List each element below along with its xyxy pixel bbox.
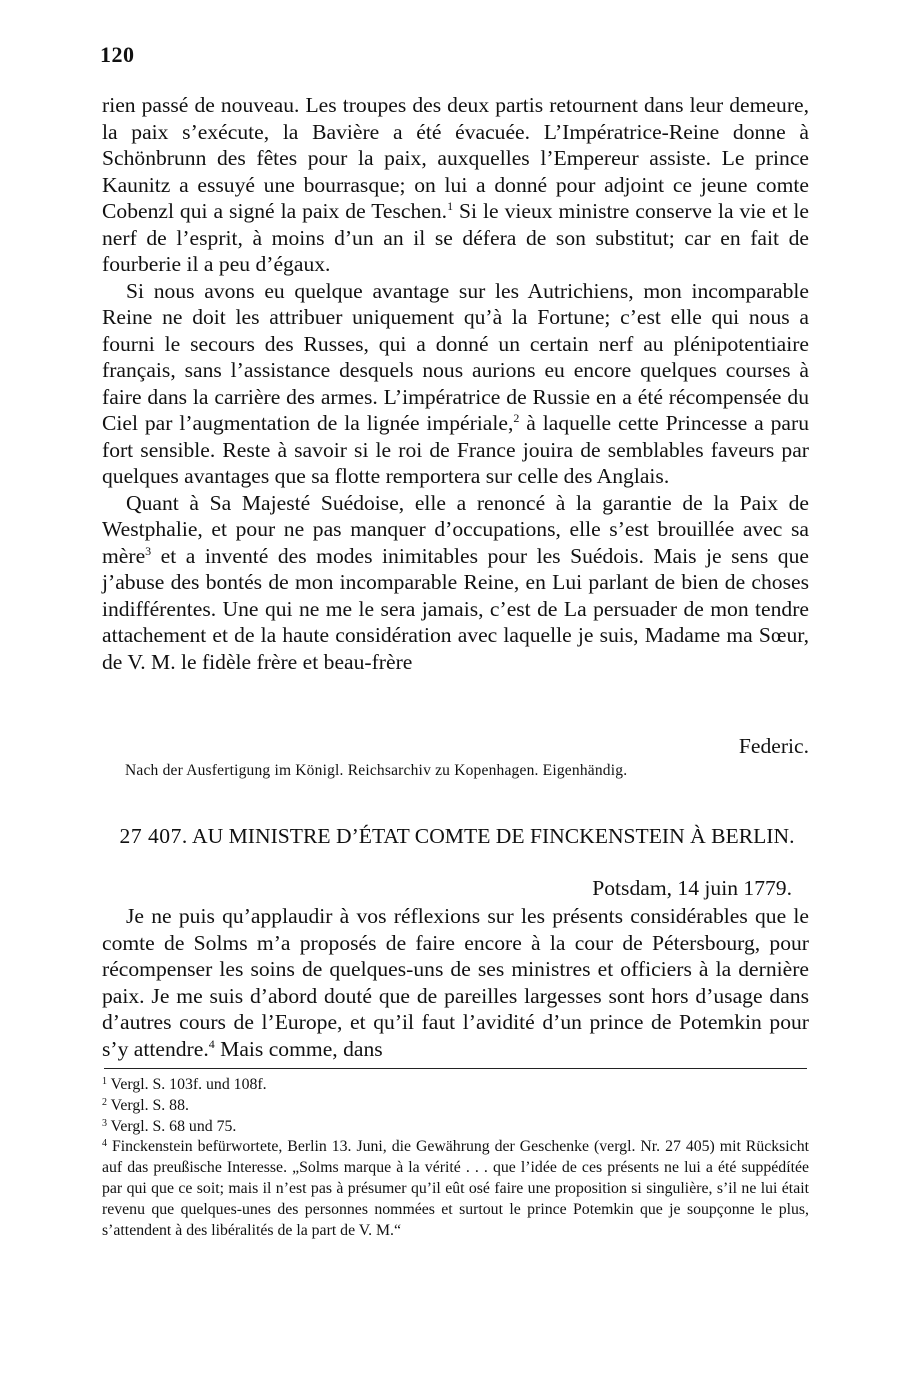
letter-continuation [102,92,809,675]
paragraph [102,903,809,1062]
source-note: Nach der Ausfertigung im Königl. Reichsarchiv zu Kopenhagen. Eigenhändig. [125,762,628,779]
signature: Federic. [738,734,809,758]
footnote-divider [104,1068,807,1069]
document-heading [102,823,812,849]
paragraph-text: Je ne puis qu’applaudir à vos réflexions sur les présents considérables que le comte de Solms m’a proposés de faire encore à la cour de Pétersbourg, pour récompenser les soins de quelques-uns de ses ministres et officiers à la dernière paix. Je me suis d’abord douté que de pareilles largesses sont hors d’usage dans d’autres cours de l’Europe, et qu’il faut l’avidité d’un prince de Potemkin pour s’y attendre. [102,904,809,1061]
page-number: 120 [100,42,135,67]
paragraph-text: Si le vieux ministre conserve la vie et le nerf de l’esprit, à moins d’un an il se défera de son substitut; car en fait de fourberie il a peu d’égaux. [102,199,809,276]
paragraph [102,278,809,490]
document-title: AU MINISTRE D’ÉTAT COMTE DE FINCKENSTEIN À BERLIN. [192,824,795,848]
dateline: Potsdam, 14 juin 1779. [592,876,792,900]
footnote-text: Vergl. S. 88. [110,1096,189,1114]
paragraph-text: à laquelle cette Princesse a paru fort sensible. Reste à savoir si le roi de France jouira de semblables faveurs par quelques avantages que sa flotte remportera sur celle des Anglais. [102,411,809,488]
footnote-ref[interactable]: 4 [208,1036,215,1051]
paragraph-text: et a inventé des modes inimitables pour les Suédois. Mais je sens que j’abuse des bontés de mon incomparable Reine, en Lui parlant de bien de choses indifférentes. Une qui ne me le sera jamais, c’est de La persuader de mon tendre attachement et de la haute considération avec laquelle je suis, Madame ma Sœur, de V. M. le fidèle frère et beau-frère [102,543,809,674]
document-body [102,903,809,1062]
footnote [102,1117,809,1138]
footnote-ref[interactable]: 1 [447,199,454,213]
paragraph-text: rien passé de nouveau. Les troupes des deux partis retournent dans leur demeure, la paix s’exécute, la Bavière a été évacuée. L’Impératrice-Reine donne à Schönbrunn des fêtes pour la paix, auxquelles l’Empereur assiste. Le prince Kaunitz a essuyé une bourrasque; on lui a donné pour adjoint ce jeune comte Cobenzl qui a signé la paix de Teschen. [102,93,809,223]
paragraph [102,92,809,278]
paragraph-text: Si nous avons eu quelque avantage sur les Autrichiens, mon incomparable Reine ne doit les attribuer uniquement qu’à la Fortune; c’est elle qui nous a fourni le secours des Russes, qui a donné un certain nerf au plénipotentiaire français, sans l’assistance desquels nous aurions eu encore quelques courses à faire dans la carrière des armes. L’impératrice de Russie en a été récompensée du Ciel par l’augmentation de la lignée impériale, [102,278,809,435]
footnote [102,1075,809,1096]
footnote-mark: 3 [102,1117,107,1129]
footnote-ref[interactable]: 2 [513,411,520,425]
footnotes [102,1075,809,1241]
paragraph-text: Mais comme, dans [214,1036,383,1061]
footnote-text: Finckenstein befürwortete, Berlin 13. Juni, die Gewährung der Geschenke (vergl. Nr. 27 405) mit Rücksicht auf das preußische Interesse. „Solms marque à la vérité . . . que l’idée de ces présents ne lui a été suppédítée par qui que ce soit; mais il n’est pas à présumer qu’il eût osé faire une proposition si singulière, s’il ne lui était revenu que quelques-unes des personnes nommées et surtout le prince Potemkin que je soupçonne le plus, s’attendent à des libéralités de la part de V. M.“ [102,1138,809,1239]
footnote-mark: 4 [102,1138,107,1150]
footnote-text: Vergl. S. 68 und 75. [110,1117,237,1135]
footnote-mark: 1 [102,1076,107,1087]
footnote-text: Vergl. S. 103f. und 108f. [110,1076,267,1093]
paragraph-text: Quant à Sa Majesté Suédoise, elle a renoncé à la garantie de la Paix de Westphalie, et pour ne pas manquer d’occupations, elle s’est brouillée avec sa mère [102,490,809,568]
footnote-mark: 2 [102,1096,107,1108]
paragraph [102,490,809,676]
footnote [102,1137,809,1241]
footnote-ref[interactable]: 3 [145,543,152,558]
footnote [102,1096,809,1117]
document-number: 27 407. [119,824,188,848]
